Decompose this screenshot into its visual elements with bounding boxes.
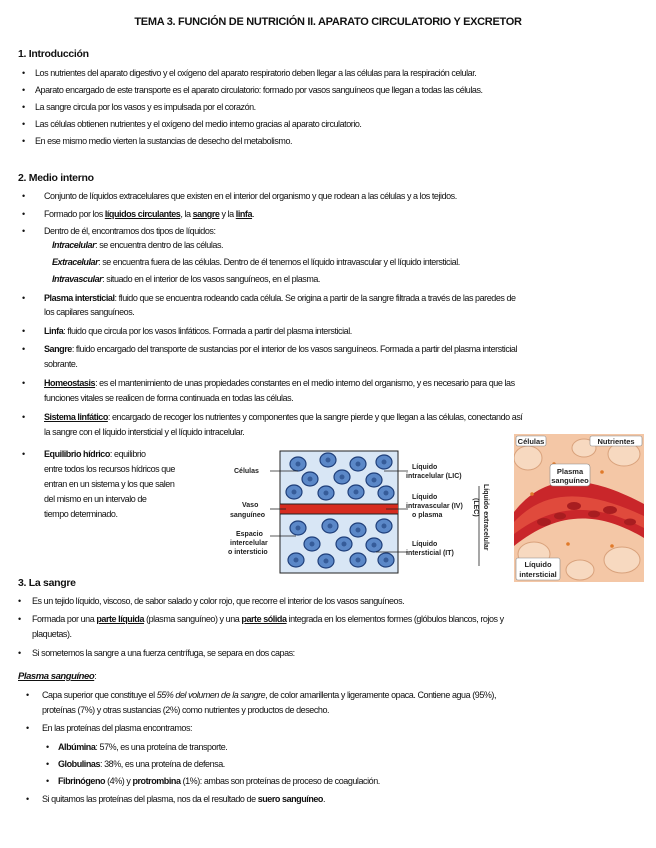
bullet: • [22,378,26,388]
bullet: • [18,648,22,658]
fluid-compartments-diagram [226,446,502,576]
label-liv-3: o plasma [412,512,443,519]
list-item: tiempo determinado. [44,509,118,519]
list-item: Las células obtienen nutrientes y el oxígeno del medio interno gracias al aparato circulatorio. [35,119,362,129]
bullet: • [22,209,26,219]
list-item: Plasma intersticial: fluido que se encuentra rodeando cada célula. Se origina a partir de la sangre filtrada a través de las paredes de [44,293,516,303]
bullet: • [22,293,26,303]
list-item: Formada por una parte líquida (plasma sanguíneo) y una parte sólida integrada en los elementos formes (glóbulos blancos, rojos y [32,614,504,624]
label-lec: Líquido extracelular [482,484,489,551]
list-item: entre todos los recursos hídricos que [44,464,175,474]
bullet: • [22,412,26,422]
list-item: Capa superior que constituye el 55% del volumen de la sangre, de color amarillenta y ligeramente opaca. Contiene agua (95%), [42,690,497,700]
list-item: Linfa: fluido que circula por los vasos linfáticos. Formada a partir del plasma intersticial. [44,326,352,336]
label-lic-1: Líquido [412,464,438,471]
list-item: Formado por los líquidos circulantes, la sangre y la linfa. [44,209,255,219]
label-espacio: Espacio [236,531,263,538]
bullet: • [22,344,26,354]
label-celulas-2: Células [517,437,545,446]
section-heading-medio-interno: 2. Medio interno [18,172,94,184]
bullet: • [46,776,50,786]
plasma-subheading: Plasma sanguíneo: [18,671,97,682]
list-item: plaquetas). [32,629,72,639]
list-item: Si quitamos las proteínas del plasma, nos da el resultado de suero sanguíneo. [42,794,326,804]
label-intersticial: intersticial [519,570,557,579]
list-item: En las proteínas del plasma encontramos: [42,723,193,733]
bullet: • [22,191,26,201]
bullet: • [22,85,26,95]
label-lic-2: intracelular (LIC) [406,473,462,480]
label-intercelular: intercelular [230,540,268,547]
label-lec-2: (LEC) [472,498,479,517]
list-item: del mismo en un intervalo de [44,494,147,504]
bullet: • [26,690,30,700]
list-item: En ese mismo medio vierten la sustancias de desecho del metabolismo. [35,136,293,146]
bullet: • [22,102,26,112]
list-item: la sangre con el líquido intersticial y el líquido intracelular. [44,427,245,437]
bullet: • [22,136,26,146]
list-item: Albúmina: 57%, es una proteína de transporte. [58,742,228,752]
list-item: sobrante. [44,359,78,369]
bullet: • [26,723,30,733]
label-vaso: Vaso [242,502,259,509]
label-celulas: Células [234,468,259,475]
label-sanguineo: sanguíneo [230,512,266,519]
list-item: Dentro de él, encontramos dos tipos de líquidos: [44,226,216,236]
list-item: Aparato encargado de este transporte es el aparato circulatorio: formado por vasos sanguíneos que llegan a todas las células. [35,85,483,95]
list-item: Si sometemos la sangre a una fuerza centrífuga, se separa en dos capas: [32,648,295,658]
label-plasma-sanguineo: sanguíneo [551,476,589,485]
label-intersticio: o intersticio [228,549,268,556]
label-liquido: Líquido [524,560,552,569]
bullet: • [22,326,26,336]
bullet: • [22,449,26,459]
section-heading-introduccion: 1. Introducción [18,48,89,60]
list-item: entran en un sistema y los que salen [44,479,175,489]
label-nutrientes: Nutrientes [597,437,635,446]
list-item: Sistema linfático: encargado de recoger los nutrientes y componentes que la sangre pierde y que llegan a las células, conectando así [44,412,523,422]
list-item: Es un tejido líquido, viscoso, de sabor salado y color rojo, que recorre el interior de los vasos sanguíneos. [32,596,405,606]
list-item: Intracelular: se encuentra dentro de las células. [52,240,224,250]
bullet: • [22,68,26,78]
label-liv-2: intravascular (IV) [406,503,463,510]
list-item: Conjunto de líquidos extracelulares que existen en el interior del organismo y que rodean a las células y a los tejidos. [44,191,457,201]
label-lit-2: intersticial (IT) [406,550,454,557]
list-item: Fibrinógeno (4%) y protrombina (1%): ambas son proteínas de proceso de coagulación. [58,776,380,786]
list-item: Los nutrientes del aparato digestivo y el oxígeno del aparato respiratorio deben llegar a las células para la respiración celular. [35,68,477,78]
list-item: Extracelular: se encuentra fuera de las células. Dentro de él tenemos el líquido intravascular y el líquido intersticial. [52,257,460,267]
bullet: • [22,119,26,129]
list-item: Globulinas: 38%, es una proteína de defensa. [58,759,225,769]
bullet: • [26,794,30,804]
list-item: los capilares sanguíneos. [44,307,135,317]
bullet: • [18,614,22,624]
bullet: • [18,596,22,606]
label-liv-1: Líquido [412,494,438,501]
page-title: TEMA 3. FUNCIÓN DE NUTRICIÓN II. APARATO CIRCULATORIO Y EXCRETOR [134,16,522,28]
list-item: La sangre circula por los vasos y es impulsada por el corazón. [35,102,256,112]
section-heading-la-sangre: 3. La sangre [18,577,76,589]
list-item: proteínas (7%) y otras sustancias (2%) como nutrientes y productos de desecho. [42,705,330,715]
bullet: • [22,226,26,236]
list-item: Intravascular: situado en el interior de los vasos sanguíneos, en el plasma. [52,274,320,284]
label-plasma: Plasma [556,467,584,476]
label-lit-1: Líquido [412,541,438,548]
list-item: Sangre: fluido encargado del transporte de sustancias por el interior de los vasos sanguíneos. Formada a partir del plasma intersticial [44,344,518,354]
list-item: funciones vitales se realicen de forma continuada en todas las células. [44,393,294,403]
list-item: Equilibrio hídrico: equilibrio [44,449,146,459]
bullet: • [46,742,50,752]
blood-vessel-illustration [514,434,644,582]
list-item: Homeostasis: es el mantenimiento de unas propiedades constantes en el medio interno del organismo, y es necesario para que las [44,378,515,388]
bullet: • [46,759,50,769]
